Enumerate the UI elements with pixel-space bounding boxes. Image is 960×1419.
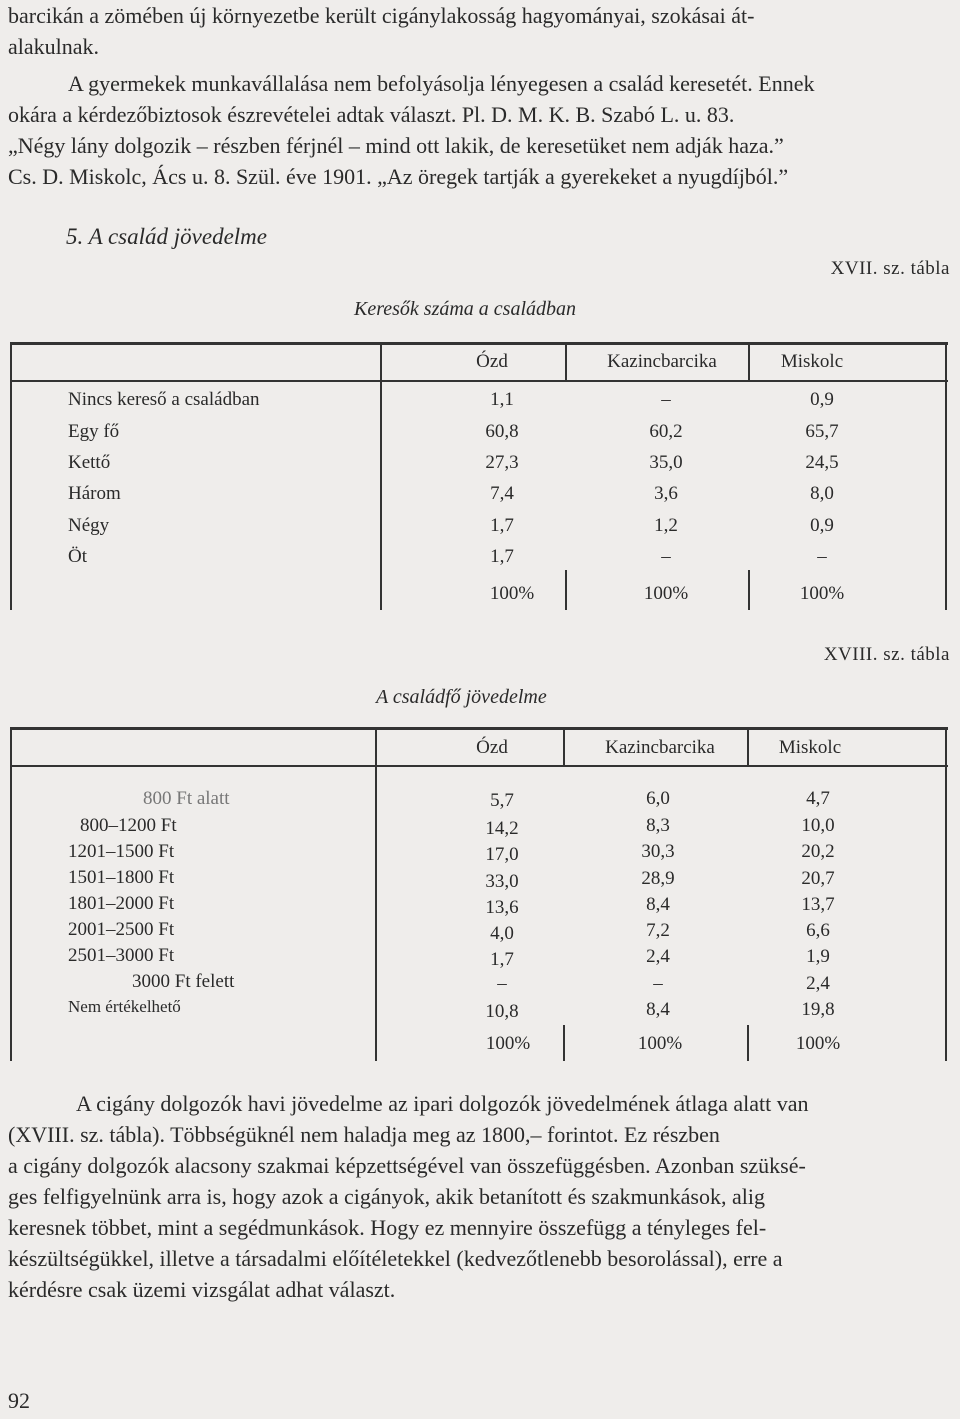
table-cell: 60,2 [649, 421, 683, 442]
table-cell: 1,7 [490, 949, 514, 970]
total-cell: 100% [799, 583, 845, 604]
row-label: 800 Ft alatt [143, 788, 230, 809]
section-title: 5. A család jövedelme [66, 224, 267, 249]
text-line: ges felfigyelnünk arra is, hogy azok a cigányok, akik betanított és szakmunkások, alig [8, 1184, 765, 1209]
table-cell: 1,1 [490, 389, 514, 410]
table-cell: – [661, 546, 671, 567]
total-cell: 100% [795, 1033, 841, 1054]
table-number: XVII. sz. tábla [830, 258, 950, 279]
table-cell: 24,5 [805, 452, 839, 473]
table-cell: 14,2 [485, 818, 519, 839]
text-line: alakulnak. [8, 34, 100, 59]
table-cell: 1,7 [490, 515, 514, 536]
column-divider [747, 727, 749, 767]
table-cell: 10,0 [801, 815, 835, 836]
row-label: Három [68, 483, 121, 504]
table-top-rule [10, 727, 948, 730]
table-xvii [10, 342, 948, 610]
row-label: Nincs kereső a családban [68, 389, 260, 410]
column-divider [747, 1025, 749, 1061]
table-cell: 6,6 [806, 920, 830, 941]
column-divider [565, 570, 567, 610]
page-number: 92 [8, 1388, 30, 1413]
column-header: Ózd [476, 737, 508, 758]
text-line: keresnek többet, mint a segédmunkások. Hogy ez mennyire összefügg a tényleges fel- [8, 1215, 767, 1240]
table-right-border [945, 727, 947, 1061]
table-cell: – [661, 389, 671, 410]
table-cell: 27,3 [485, 452, 519, 473]
table-cell: 3,6 [654, 483, 678, 504]
row-label: 2001–2500 Ft [68, 919, 175, 940]
column-header: Miskolc [780, 351, 844, 372]
text-line: A gyermekek munkavállalása nem befolyásolja lényegesen a család keresetét. Ennek [68, 71, 815, 96]
column-divider [565, 342, 567, 382]
row-label: 3000 Ft felett [132, 971, 235, 992]
table-cell: 17,0 [485, 844, 519, 865]
total-cell: 100% [637, 1033, 683, 1054]
row-label: Négy [68, 515, 110, 536]
total-cell: 100% [485, 1033, 531, 1054]
text-line: A cigány dolgozók havi jövedelme az ipari dolgozók jövedelmének átlaga alatt van [76, 1091, 809, 1116]
table-cell: 10,8 [485, 1001, 519, 1022]
table-cell: 4,7 [806, 788, 830, 809]
column-divider [563, 1025, 565, 1061]
row-label: 1201–1500 Ft [68, 841, 175, 862]
intro-paragraph-1 [8, 0, 952, 62]
table-cell: 8,4 [646, 999, 670, 1020]
row-label: 1801–2000 Ft [68, 893, 175, 914]
table-cell: 7,4 [490, 483, 514, 504]
total-cell: 100% [643, 583, 689, 604]
table-cell: 1,7 [490, 546, 514, 567]
table-caption: Keresők száma a családban [354, 298, 577, 320]
table-left-border [10, 342, 12, 610]
column-divider [375, 727, 377, 1061]
row-label: 2501–3000 Ft [68, 945, 175, 966]
text-line: okára a kérdezőbiztosok észrevételei adtak választ. Pl. D. M. K. B. Szabó L. u. 83. [8, 102, 735, 127]
text-line: „Négy lány dolgozik – részben férjnél – mind ott lakik, de keresetüket nem adják haza.” [8, 133, 784, 158]
row-label: Kettő [68, 452, 111, 473]
row-label: Öt [68, 546, 87, 567]
table-caption: A családfő jövedelme [376, 686, 547, 708]
text-line: készültségükkel, illetve a társadalmi előítéletekkel (kedvezőtlenebb besorolással), erre a [8, 1246, 783, 1271]
column-divider [380, 342, 382, 610]
table-cell: 5,7 [490, 790, 514, 811]
table-top-rule [10, 342, 948, 345]
table-right-border [945, 342, 947, 610]
body-paragraph [8, 1088, 958, 1305]
row-label: 800–1200 Ft [80, 815, 177, 836]
column-divider [748, 570, 750, 610]
table-cell: 13,7 [801, 894, 835, 915]
table-cell: 20,7 [801, 868, 835, 889]
table-cell: 8,0 [810, 483, 834, 504]
table-cell: 0,9 [810, 515, 834, 536]
total-cell: 100% [489, 583, 535, 604]
table-cell: – [817, 546, 827, 567]
column-header: Ózd [476, 351, 508, 372]
column-header: Miskolc [778, 737, 842, 758]
table-cell: 8,3 [646, 815, 670, 836]
column-divider [563, 727, 565, 767]
intro-paragraph-2 [8, 68, 952, 192]
table-cell: 1,2 [654, 515, 678, 536]
table-cell: 4,0 [490, 923, 514, 944]
table-cell: 1,9 [806, 946, 830, 967]
table-cell: 19,8 [801, 999, 835, 1020]
table-cell: 65,7 [805, 421, 839, 442]
column-header: Kazincbarcika [607, 351, 717, 372]
table-cell: 2,4 [646, 946, 670, 967]
table-cell: – [497, 973, 507, 994]
table-cell: 60,8 [485, 421, 519, 442]
text-line: barcikán a zömében új környezetbe került cigánylakosság hagyományai, szokásai át- [8, 3, 755, 28]
header-rule [10, 380, 948, 382]
table-cell: 33,0 [485, 871, 519, 892]
row-label: Egy fő [68, 421, 120, 442]
row-label: 1501–1800 Ft [68, 867, 175, 888]
table-cell: 2,4 [806, 973, 830, 994]
table-number: XVIII. sz. tábla [823, 644, 950, 665]
row-label: Nem értékelhető [68, 997, 181, 1016]
table-cell: 6,0 [646, 788, 670, 809]
column-header: Kazincbarcika [605, 737, 715, 758]
table-cell: 13,6 [485, 897, 519, 918]
table-cell: – [653, 973, 663, 994]
text-line: a cigány dolgozók alacsony szakmai képzettségével van összefüggésben. Azonban szüksé- [8, 1153, 806, 1178]
table-cell: 35,0 [649, 452, 683, 473]
table-cell: 30,3 [641, 841, 675, 862]
table-xviii [10, 727, 948, 1061]
header-rule [10, 765, 948, 767]
table-cell: 8,4 [646, 894, 670, 915]
table-cell: 7,2 [646, 920, 670, 941]
text-line: (XVIII. sz. tábla). Többségüknél nem haladja meg az 1800,– forintot. Ez részben [8, 1122, 720, 1147]
text-line: Cs. D. Miskolc, Ács u. 8. Szül. éve 1901. „Az öregek tartják a gyerekeket a nyugdíjból.” [8, 164, 789, 189]
text-line: kérdésre csak üzemi vizsgálat adhat választ. [8, 1277, 396, 1302]
table-left-border [10, 727, 12, 1061]
table-cell: 0,9 [810, 389, 834, 410]
table-cell: 28,9 [641, 868, 675, 889]
column-divider [748, 342, 750, 382]
table-cell: 20,2 [801, 841, 835, 862]
